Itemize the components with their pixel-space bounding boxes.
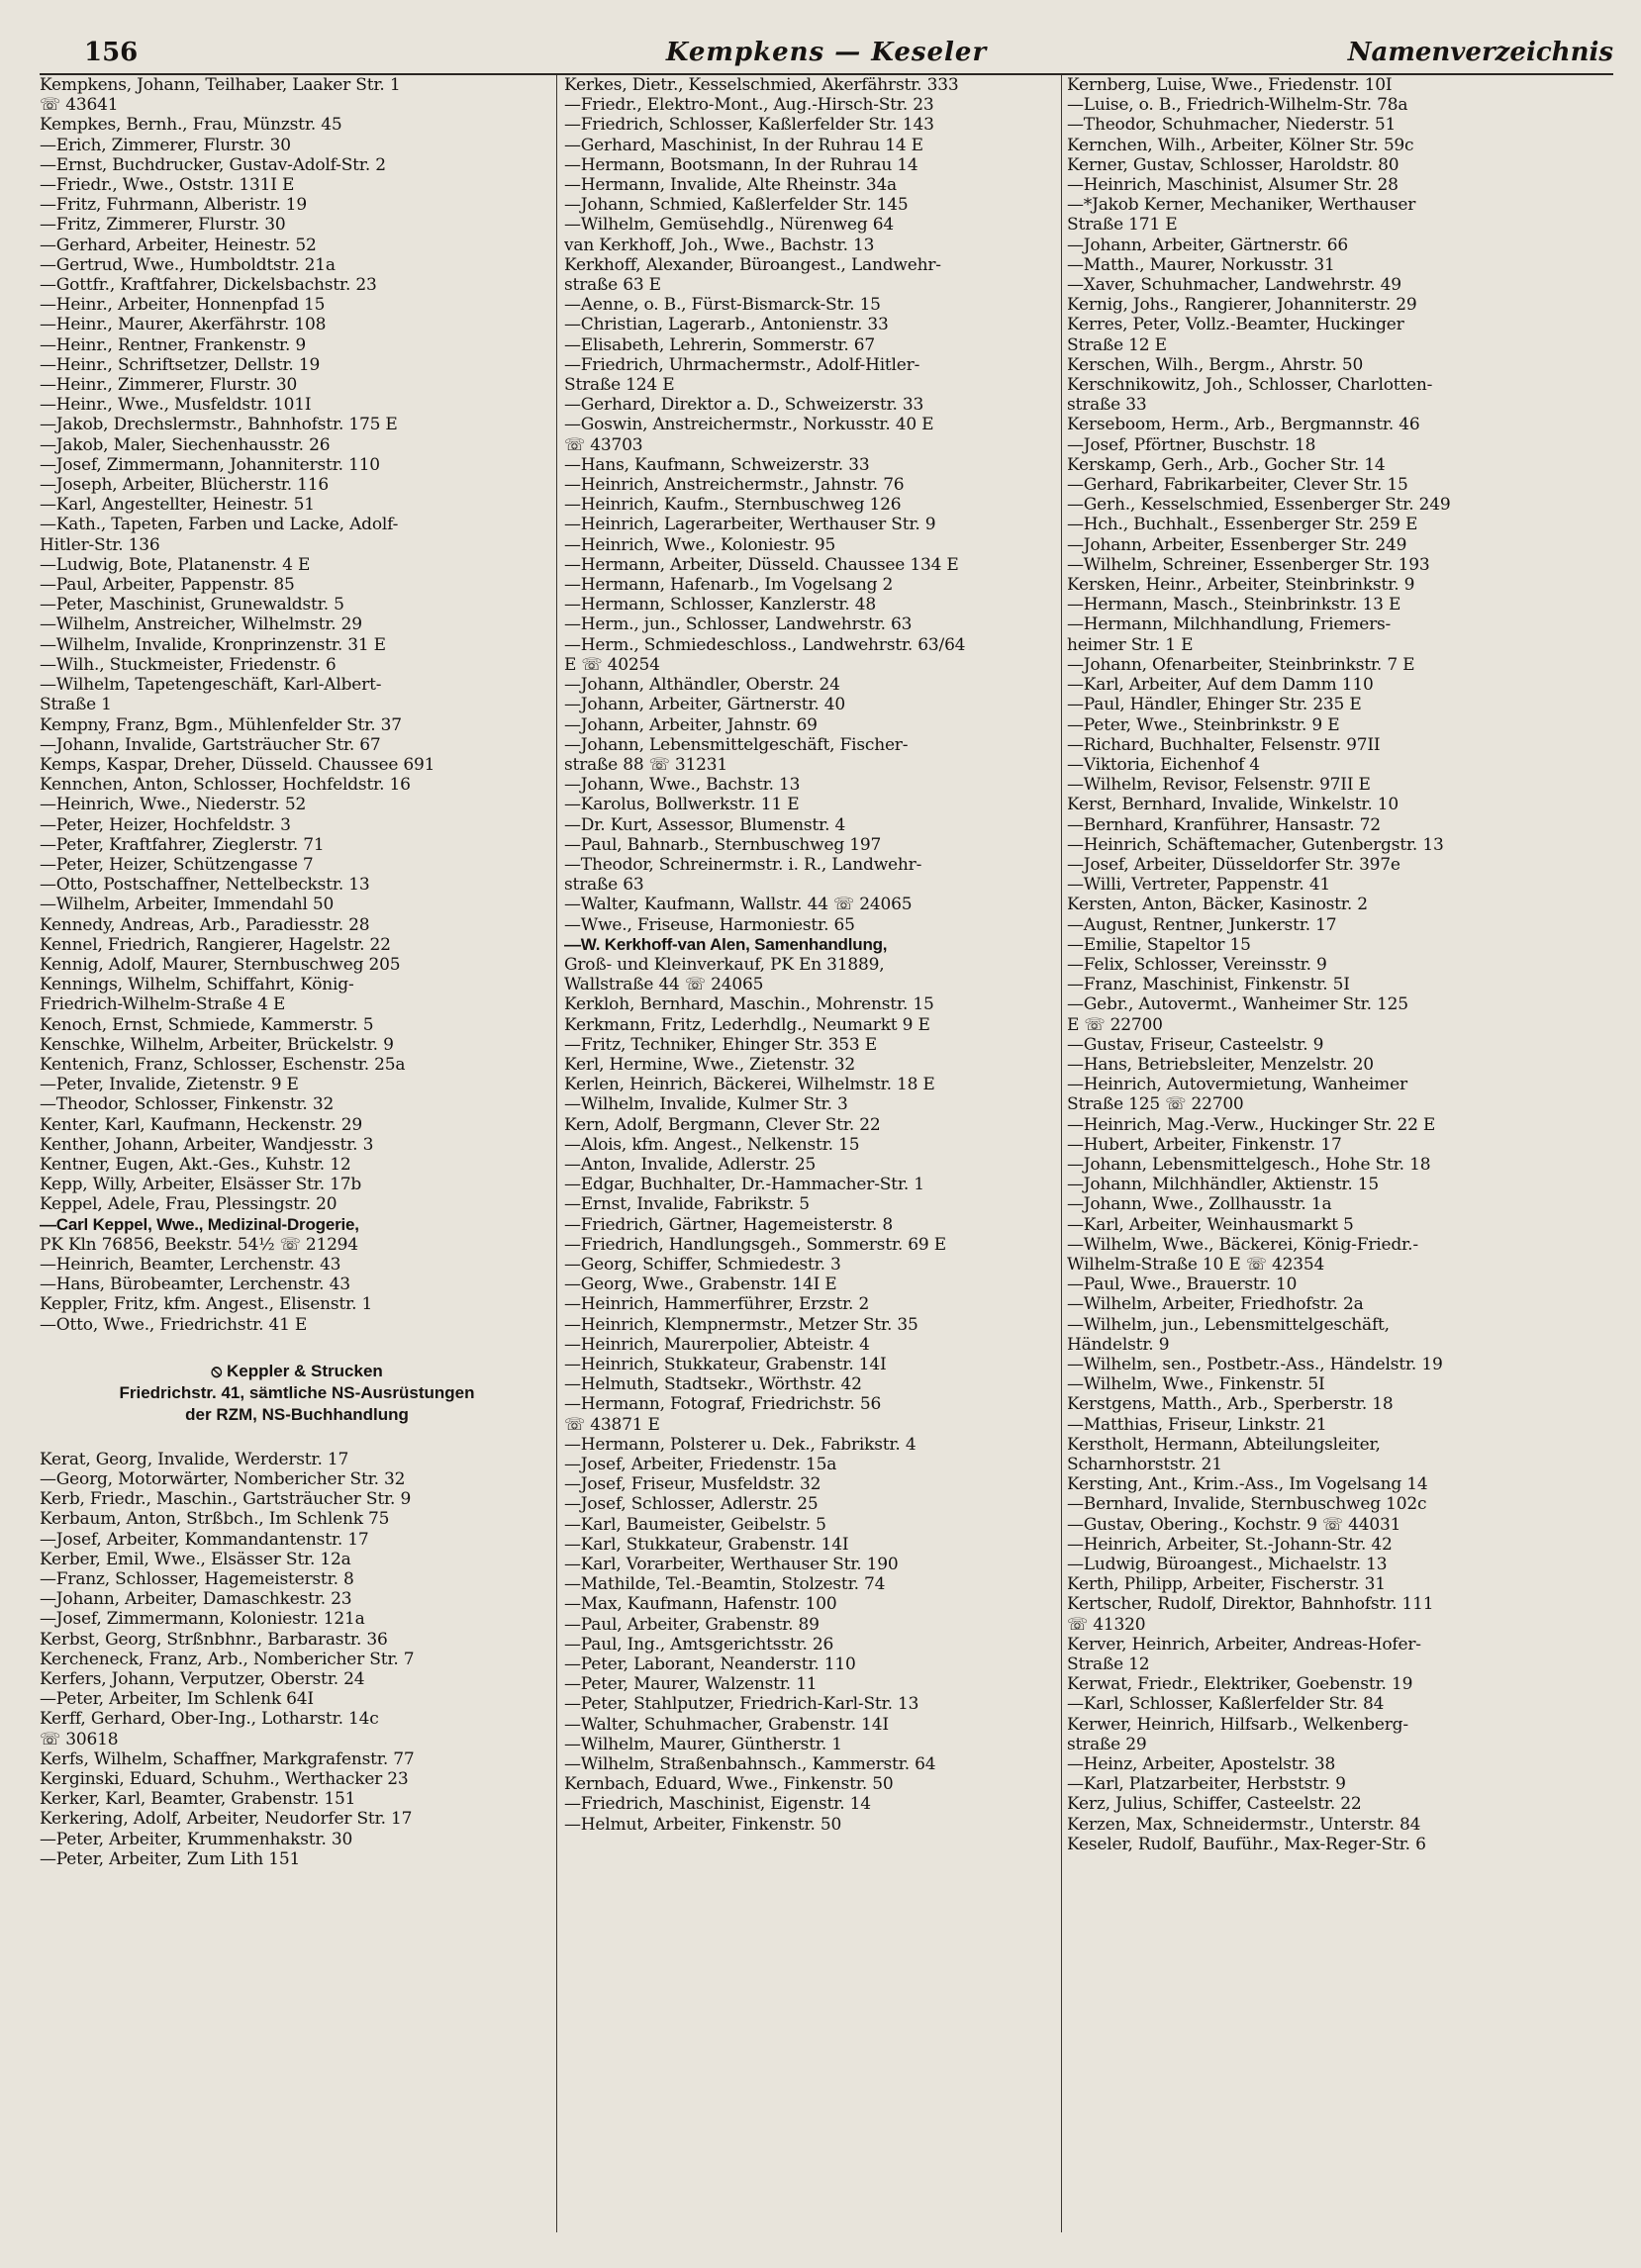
directory-entry: —Johann, Arbeiter, Essenberger Str. 249 <box>1067 534 1407 555</box>
directory-entry: Straße 1 <box>40 695 112 715</box>
directory-entry: —Heinrich, Wwe., Koloniestr. 95 <box>564 534 836 555</box>
directory-entry: —Ernst, Invalide, Fabrikstr. 5 <box>564 1194 810 1215</box>
directory-entry: Kerkering, Adolf, Arbeiter, Neudorfer Str. 17 <box>40 1809 413 1830</box>
directory-entry: —Johann, Schmied, Kaßlerfelder Str. 145 <box>564 195 909 216</box>
directory-entry: Straße 171 E <box>1067 215 1178 236</box>
directory-entry: van Kerkhoff, Joh., Wwe., Bachstr. 13 <box>564 235 875 255</box>
directory-entry: —Peter, Heizer, Schützengasse 7 <box>40 854 314 875</box>
directory-entry: —Wilhelm, Straßenbahnsch., Kammerstr. 64 <box>564 1754 936 1775</box>
directory-entry: —Wilhelm, sen., Postbetr.-Ass., Händelstr. 19 <box>1067 1355 1443 1374</box>
directory-entry: straße 63 E <box>564 275 661 296</box>
directory-entry: —Paul, Arbeiter, Grabenstr. 89 <box>564 1614 820 1635</box>
directory-entry: —Johann, Wwe., Bachstr. 13 <box>564 775 801 796</box>
directory-entry: —*Jakob Kerner, Mechaniker, Werthauser <box>1067 195 1416 216</box>
directory-entry: Wilhelm-Straße 10 E ☏ 42354 <box>1067 1254 1325 1275</box>
directory-entry: Kerz, Julius, Schiffer, Casteelstr. 22 <box>1067 1794 1362 1815</box>
directory-entry: Kennings, Wilhelm, Schiffahrt, König- <box>40 975 354 995</box>
directory-entry: —Edgar, Buchhalter, Dr.-Hammacher-Str. 1 <box>564 1175 924 1195</box>
directory-entry: —Willi, Vertreter, Pappenstr. 41 <box>1067 875 1331 896</box>
directory-entry: Kerfers, Johann, Verputzer, Oberstr. 24 <box>40 1669 365 1690</box>
ad-line-3: der RZM, NS-Buchhandlung <box>185 1404 409 1424</box>
directory-entry: Kernbach, Eduard, Wwe., Finkenstr. 50 <box>564 1774 894 1795</box>
directory-entry: —Wilhelm, Wwe., Bäckerei, König-Friedr.- <box>1067 1234 1418 1255</box>
directory-entry: —Gottfr., Kraftfahrer, Dickelsbachstr. 23 <box>40 275 377 296</box>
directory-entry: —Fritz, Zimmerer, Flurstr. 30 <box>40 215 286 236</box>
directory-entry: Kennig, Adolf, Maurer, Sternbuschweg 205 <box>40 954 401 975</box>
directory-entry: —Peter, Maschinist, Grunewaldstr. 5 <box>40 595 344 615</box>
directory-entry: —Otto, Postschaffner, Nettelbeckstr. 13 <box>40 875 370 896</box>
directory-entry: —Fritz, Techniker, Ehinger Str. 353 E <box>564 1034 877 1055</box>
directory-entry: Kemps, Kaspar, Dreher, Düsseld. Chaussee 691 <box>40 754 435 775</box>
directory-entry: straße 63 <box>564 875 644 896</box>
directory-entry: —Johann, Althändler, Oberstr. 24 <box>564 675 840 696</box>
entries-col2a <box>564 75 1059 935</box>
directory-entry: Kerff, Gerhard, Ober-Ing., Lotharstr. 14c <box>40 1709 379 1730</box>
directory-entry: —Wilhelm, jun., Lebensmittelgeschäft, <box>1067 1314 1390 1335</box>
emblem-icon: ⦸ <box>211 1361 223 1380</box>
directory-entry: —Georg, Schiffer, Schmiedestr. 3 <box>564 1254 841 1275</box>
entries-col1-bold <box>40 1215 554 1235</box>
directory-entry: —Hermann, Masch., Steinbrinkstr. 13 E <box>1067 595 1401 615</box>
directory-entry: —Franz, Schlosser, Hagemeisterstr. 8 <box>40 1569 354 1590</box>
directory-entry: Kerbaum, Anton, Strßbch., Im Schlenk 75 <box>40 1509 390 1530</box>
entries-col1a <box>40 75 554 1215</box>
directory-entry: —Mathilde, Tel.-Beamtin, Stolzestr. 74 <box>564 1574 886 1595</box>
directory-entry: ☏ 43703 <box>564 434 643 455</box>
directory-entry: —Peter, Stahlputzer, Friedrich-Karl-Str. 13 <box>564 1694 919 1715</box>
directory-entry: —Friedrich, Uhrmachermstr., Adolf-Hitler- <box>564 354 920 375</box>
directory-entry: —Gerhard, Maschinist, In der Ruhrau 14 E <box>564 135 923 155</box>
directory-entry: Kerner, Gustav, Schlosser, Haroldstr. 80 <box>1067 154 1400 175</box>
page-number: 156 <box>84 38 139 67</box>
directory-entry: —Karl, Stukkateur, Grabenstr. 14I <box>564 1534 849 1555</box>
directory-entry: —Peter, Wwe., Steinbrinkstr. 9 E <box>1067 714 1340 735</box>
directory-entry: —Paul, Händler, Ehinger Str. 235 E <box>1067 695 1362 715</box>
advertisement <box>40 1361 554 1426</box>
directory-entry: Scharnhorststr. 21 <box>1067 1455 1222 1475</box>
directory-entry: Kempny, Franz, Bgm., Mühlenfelder Str. 37 <box>40 714 402 735</box>
directory-entry: Kerat, Georg, Invalide, Werderstr. 17 <box>40 1449 349 1469</box>
directory-entry: Kerginski, Eduard, Schuhm., Werthacker 23 <box>40 1769 409 1790</box>
directory-entry: —Karl, Baumeister, Geibelstr. 5 <box>564 1514 826 1535</box>
directory-entry: Kerlen, Heinrich, Bäckerei, Wilhelmstr. 18 E <box>564 1075 935 1095</box>
directory-entry: —Friedrich, Maschinist, Eigenstr. 14 <box>564 1794 871 1815</box>
directory-entry: —Kath., Tapeten, Farben und Lacke, Adolf- <box>40 515 399 535</box>
directory-entry: —Heinr., Rentner, Frankenstr. 9 <box>40 334 307 355</box>
directory-entry: Kerth, Philipp, Arbeiter, Fischerstr. 31 <box>1067 1574 1386 1595</box>
directory-entry: —Hans, Bürobeamter, Lerchenstr. 43 <box>40 1275 350 1295</box>
directory-entry: —Peter, Arbeiter, Krummenhakstr. 30 <box>40 1829 353 1849</box>
directory-entry: —Hans, Kaufmann, Schweizerstr. 33 <box>564 454 870 475</box>
directory-entry: Kerber, Emil, Wwe., Elsässer Str. 12a <box>40 1549 351 1569</box>
directory-entry: Kentner, Eugen, Akt.-Ges., Kuhstr. 12 <box>40 1154 351 1175</box>
directory-entry: E ☏ 22700 <box>1067 1014 1163 1035</box>
directory-entry: Kennchen, Anton, Schlosser, Hochfeldstr. 16 <box>40 775 411 796</box>
directory-entry: heimer Str. 1 E <box>1067 634 1194 655</box>
directory-entry: —Wilhelm, Maurer, Güntherstr. 1 <box>564 1734 842 1754</box>
directory-entry: —Ludwig, Büroangest., Michaelstr. 13 <box>1067 1555 1388 1575</box>
directory-entry: Kerstgens, Matth., Arb., Sperberstr. 18 <box>1067 1394 1394 1415</box>
directory-entry: Kerker, Karl, Beamter, Grabenstr. 151 <box>40 1789 356 1810</box>
directory-entry: —Matth., Maurer, Norkusstr. 31 <box>1067 254 1335 275</box>
directory-entry: Friedrich-Wilhelm-Straße 4 E <box>40 994 286 1015</box>
directory-entry: Kernberg, Luise, Wwe., Friedenstr. 10I <box>1067 75 1393 95</box>
directory-entry: —Heinrich, Schäftemacher, Gutenbergstr. 13 <box>1067 834 1444 855</box>
directory-entry: —Bernhard, Invalide, Sternbuschweg 102c <box>1067 1494 1427 1515</box>
directory-entry: —Matthias, Friseur, Linkstr. 21 <box>1067 1414 1327 1435</box>
directory-entry: Kersken, Heinr., Arbeiter, Steinbrinkstr. 9 <box>1067 575 1415 596</box>
directory-entry: —Heinr., Maurer, Akerfährstr. 108 <box>40 315 327 335</box>
directory-entry: —Gustav, Friseur, Casteelstr. 9 <box>1067 1034 1324 1055</box>
directory-entry: —Christian, Lagerarb., Antonienstr. 33 <box>564 315 889 335</box>
directory-entry: —Wilhelm, Schreiner, Essenberger Str. 193 <box>1067 554 1430 575</box>
directory-entry: Kennel, Friedrich, Rangierer, Hagelstr. 22 <box>40 934 391 955</box>
directory-entry: —Hermann, Hafenarb., Im Vogelsang 2 <box>564 575 894 596</box>
directory-entry: —Hermann, Fotograf, Friedrichstr. 56 <box>564 1394 882 1415</box>
directory-entry: Kerskamp, Gerh., Arb., Gocher Str. 14 <box>1067 454 1386 475</box>
directory-entry: —Peter, Arbeiter, Zum Lith 151 <box>40 1848 301 1869</box>
directory-entry: —Heinrich, Arbeiter, St.-Johann-Str. 42 <box>1067 1534 1393 1555</box>
directory-entry: —Karl, Arbeiter, Weinhausmarkt 5 <box>1067 1214 1354 1235</box>
directory-entry: Kerseboom, Herm., Arb., Bergmannstr. 46 <box>1067 415 1420 435</box>
directory-entry: Kerl, Hermine, Wwe., Zietenstr. 32 <box>564 1054 855 1075</box>
directory-entry: Kerkloh, Bernhard, Maschin., Mohrenstr. 15 <box>564 994 934 1015</box>
directory-entry: —Gebr., Autovermt., Wanheimer Str. 125 <box>1067 994 1408 1015</box>
directory-entry: Kernig, Johs., Rangierer, Johanniterstr. 29 <box>1067 295 1417 316</box>
directory-entry: —Heinrich, Beamter, Lerchenstr. 43 <box>40 1254 341 1275</box>
directory-entry: —Friedr., Elektro-Mont., Aug.-Hirsch-Str. 23 <box>564 95 934 116</box>
directory-entry: —Karl, Platzarbeiter, Herbststr. 9 <box>1067 1774 1346 1795</box>
directory-entry: —Anton, Invalide, Adlerstr. 25 <box>564 1154 817 1175</box>
directory-entry: Kerstholt, Hermann, Abteilungsleiter, <box>1067 1434 1381 1455</box>
directory-entry: —Karolus, Bollwerkstr. 11 E <box>564 795 800 815</box>
directory-entry: —Fritz, Fuhrmann, Alberistr. 19 <box>40 195 308 216</box>
directory-entry: Straße 125 ☏ 22700 <box>1067 1094 1244 1115</box>
directory-entry: Kertscher, Rudolf, Direktor, Bahnhofstr. 111 <box>1067 1594 1434 1615</box>
directory-entry: —Richard, Buchhalter, Felsenstr. 97II <box>1067 734 1381 755</box>
directory-entry: —Goswin, Anstreichermstr., Norkusstr. 40 E <box>564 415 934 435</box>
directory-entry: —Wilhelm, Revisor, Felsenstr. 97II E <box>1067 775 1371 796</box>
directory-entry: Kerver, Heinrich, Arbeiter, Andreas-Hofer- <box>1067 1634 1421 1654</box>
directory-entry: —Hermann, Milchhandlung, Friemers- <box>1067 614 1392 635</box>
directory-entry: —Johann, Lebensmittelgesch., Hohe Str. 18 <box>1067 1154 1431 1175</box>
directory-entry: Hitler-Str. 136 <box>40 534 160 555</box>
directory-entry: ☏ 43641 <box>40 95 119 116</box>
directory-entry: —Theodor, Schreinermstr. i. R., Landwehr- <box>564 854 922 875</box>
directory-entry: straße 88 ☏ 31231 <box>564 754 728 775</box>
directory-entry: Kenther, Johann, Arbeiter, Wandjesstr. 3 <box>40 1134 374 1155</box>
directory-entry: —Gerhard, Direktor a. D., Schweizerstr. 33 <box>564 395 924 416</box>
directory-entry: Kenter, Karl, Kaufmann, Heckenstr. 29 <box>40 1114 363 1135</box>
directory-entry: —Hermann, Bootsmann, In der Ruhrau 14 <box>564 154 918 175</box>
ad-line-2: Friedrichstr. 41, sämtliche NS-Ausrüstungen <box>119 1382 475 1402</box>
page-header <box>40 34 1613 75</box>
column-3 <box>1067 75 1606 2232</box>
directory-entry: —Gustav, Obering., Kochstr. 9 ☏ 44031 <box>1067 1514 1401 1535</box>
directory-entry: Straße 12 E <box>1067 334 1167 355</box>
column-divider <box>1061 75 1062 2232</box>
directory-entry: Kerkes, Dietr., Kesselschmied, Akerfährstr. 333 <box>564 75 959 95</box>
directory-entry: —W. Kerkhoff-van Alen, Samenhandlung, <box>564 934 888 954</box>
directory-entry: —Erich, Zimmerer, Flurstr. 30 <box>40 135 291 155</box>
directory-entry: —Bernhard, Kranführer, Hansastr. 72 <box>1067 814 1381 835</box>
directory-entry: —Friedrich, Handlungsgeh., Sommerstr. 69 E <box>564 1234 946 1255</box>
directory-entry: —Theodor, Schlosser, Finkenstr. 32 <box>40 1094 335 1115</box>
directory-entry: —Heinrich, Maschinist, Alsumer Str. 28 <box>1067 175 1399 196</box>
directory-entry: E ☏ 40254 <box>564 654 660 675</box>
directory-entry: —Franz, Maschinist, Finkenstr. 5I <box>1067 975 1350 995</box>
column-1 <box>40 75 554 2232</box>
entries-col1c <box>40 1450 554 1869</box>
directory-entry: —Herm., Schmiedeschloss., Landwehrstr. 63/64 <box>564 634 966 655</box>
directory-entry: Händelstr. 9 <box>1067 1334 1170 1355</box>
directory-entry: —Heinrich, Wwe., Niederstr. 52 <box>40 795 307 815</box>
directory-entry: —Karl, Schlosser, Kaßlerfelder Str. 84 <box>1067 1694 1385 1715</box>
entries-col3 <box>1067 75 1606 1854</box>
directory-entry: —Josef, Arbeiter, Kommandantenstr. 17 <box>40 1529 369 1550</box>
directory-entry: —Josef, Arbeiter, Düsseldorfer Str. 397e <box>1067 854 1400 875</box>
directory-entry: —Johann, Arbeiter, Gärtnerstr. 40 <box>564 695 846 715</box>
directory-entry: —Wilhelm, Tapetengeschäft, Karl-Albert- <box>40 675 382 696</box>
directory-entry: ☏ 30618 <box>40 1729 119 1749</box>
directory-entry: —Heinz, Arbeiter, Apostelstr. 38 <box>1067 1754 1336 1775</box>
directory-entry: —Josef, Pförtner, Buschstr. 18 <box>1067 434 1316 455</box>
directory-entry: —Gerhard, Arbeiter, Heinestr. 52 <box>40 235 317 255</box>
directory-entry: Kernchen, Wilh., Arbeiter, Kölner Str. 59c <box>1067 135 1414 155</box>
directory-entry: —Heinrich, Lagerarbeiter, Werthauser Str. 9 <box>564 515 936 535</box>
directory-entry: —Carl Keppel, Wwe., Medizinal-Drogerie, <box>40 1214 359 1234</box>
directory-entry: Kerwat, Friedr., Elektriker, Goebenstr. 19 <box>1067 1674 1413 1695</box>
directory-entry: —Johann, Wwe., Zollhausstr. 1a <box>1067 1194 1332 1215</box>
directory-entry: —Johann, Lebensmittelgeschäft, Fischer- <box>564 734 909 755</box>
column-divider <box>556 75 557 2232</box>
directory-entry: —Karl, Arbeiter, Auf dem Damm 110 <box>1067 675 1374 696</box>
directory-entry: Keppel, Adele, Frau, Plessingstr. 20 <box>40 1194 338 1215</box>
directory-entry: —Wilhelm, Invalide, Kulmer Str. 3 <box>564 1094 848 1115</box>
directory-entry: —Peter, Laborant, Neanderstr. 110 <box>564 1654 856 1675</box>
directory-entry: Kersten, Anton, Bäcker, Kasinostr. 2 <box>1067 895 1368 915</box>
directory-entry: —Peter, Arbeiter, Im Schlenk 64I <box>40 1689 314 1710</box>
directory-entry: —Hermann, Invalide, Alte Rheinstr. 34a <box>564 175 897 196</box>
directory-entry: —Hermann, Arbeiter, Düsseld. Chaussee 134 E <box>564 554 959 575</box>
directory-entry: —Hubert, Arbeiter, Finkenstr. 17 <box>1067 1134 1342 1155</box>
directory-entry: —Aenne, o. B., Fürst-Bismarck-Str. 15 <box>564 295 881 316</box>
directory-entry: Keppler, Fritz, kfm. Angest., Elisenstr. 1 <box>40 1294 373 1315</box>
directory-entry: Straße 12 <box>1067 1654 1150 1675</box>
directory-entry: —August, Rentner, Junkerstr. 17 <box>1067 914 1337 935</box>
directory-entry: —Johann, Arbeiter, Damaschkestr. 23 <box>40 1589 352 1610</box>
directory-entry: —Viktoria, Eichenhof 4 <box>1067 754 1260 775</box>
directory-entry: —Wilhelm, Gemüsehdlg., Nürenweg 64 <box>564 215 894 236</box>
directory-entry: —Heinr., Zimmerer, Flurstr. 30 <box>40 375 298 396</box>
directory-entry: —Josef, Arbeiter, Friedenstr. 15a <box>564 1455 837 1475</box>
directory-entry: —Heinr., Schriftsetzer, Dellstr. 19 <box>40 354 321 375</box>
directory-entry: —Hermann, Schlosser, Kanzlerstr. 48 <box>564 595 876 615</box>
directory-entry: Kersting, Ant., Krim.-Ass., Im Vogelsang 14 <box>1067 1474 1428 1495</box>
directory-entry: Kerschnikowitz, Joh., Schlosser, Charlotten- <box>1067 375 1433 396</box>
directory-entry: —Josef, Zimmermann, Johanniterstr. 110 <box>40 454 380 475</box>
directory-entry: Kempkens, Johann, Teilhaber, Laaker Str. 1 <box>40 75 401 95</box>
directory-entry: —Paul, Arbeiter, Pappenstr. 85 <box>40 575 295 596</box>
directory-entry: PK Kln 76856, Beekstr. 54½ ☏ 21294 <box>40 1234 358 1255</box>
directory-entry: Kerschen, Wilh., Bergm., Ahrstr. 50 <box>1067 354 1364 375</box>
directory-entry: Kerst, Bernhard, Invalide, Winkelstr. 10 <box>1067 795 1399 815</box>
directory-entry: ☏ 43871 E <box>564 1414 660 1435</box>
directory-entry: —Johann, Milchhändler, Aktienstr. 15 <box>1067 1175 1379 1195</box>
directory-entry: —Heinrich, Kaufm., Sternbuschweg 126 <box>564 495 902 516</box>
directory-entry: —Heinrich, Klempnermstr., Metzer Str. 35 <box>564 1314 918 1335</box>
directory-entry: —Theodor, Schuhmacher, Niederstr. 51 <box>1067 115 1397 136</box>
directory-entry: —Wilh., Stuckmeister, Friedenstr. 6 <box>40 654 337 675</box>
directory-entry: Kenschke, Wilhelm, Arbeiter, Brückelstr. 9 <box>40 1034 394 1055</box>
directory-entry: —Wilhelm, Wwe., Finkenstr. 5I <box>1067 1374 1325 1395</box>
ad-headline <box>40 1361 554 1382</box>
directory-entry: —Josef, Friseur, Musfeldstr. 32 <box>564 1474 821 1495</box>
directory-entry: —Wilhelm, Arbeiter, Immendahl 50 <box>40 895 335 915</box>
directory-entry: Kempkes, Bernh., Frau, Münzstr. 45 <box>40 115 342 136</box>
directory-entry: —Hans, Betriebsleiter, Menzelstr. 20 <box>1067 1054 1374 1075</box>
directory-entry: —Jakob, Maler, Siechenhausstr. 26 <box>40 434 331 455</box>
directory-entry: —Helmut, Arbeiter, Finkenstr. 50 <box>564 1814 842 1835</box>
section-title: Namenverzeichnis <box>1347 38 1613 67</box>
directory-entry: Kerkhoff, Alexander, Büroangest., Landwehr- <box>564 254 941 275</box>
directory-entry: —Alois, kfm. Angest., Nelkenstr. 15 <box>564 1134 860 1155</box>
directory-entry: —Paul, Bahnarb., Sternbuschweg 197 <box>564 834 882 855</box>
directory-entry: —Gerhard, Fabrikarbeiter, Clever Str. 15 <box>1067 475 1408 496</box>
page-title: Kempkens — Keseler <box>665 38 988 67</box>
directory-entry: Kerkmann, Fritz, Lederhdlg., Neumarkt 9 E <box>564 1014 930 1035</box>
directory-entry: —Johann, Arbeiter, Jahnstr. 69 <box>564 714 818 735</box>
directory-entry: —Karl, Angestellter, Heinestr. 51 <box>40 495 315 516</box>
directory-entry: —Johann, Ofenarbeiter, Steinbrinkstr. 7 E <box>1067 654 1415 675</box>
directory-entry: —Friedr., Wwe., Oststr. 131I E <box>40 175 295 196</box>
directory-entry: —Friedrich, Schlosser, Kaßlerfelder Str. 143 <box>564 115 934 136</box>
directory-entry: —Otto, Wwe., Friedrichstr. 41 E <box>40 1314 308 1335</box>
directory-entry: —Helmuth, Stadtsekr., Wörthstr. 42 <box>564 1374 862 1395</box>
directory-entry: —Heinrich, Anstreichermstr., Jahnstr. 76 <box>564 475 905 496</box>
entries-col2b <box>564 955 1059 1835</box>
directory-entry: —Heinr., Arbeiter, Honnenpfad 15 <box>40 295 326 316</box>
directory-entry: straße 33 <box>1067 395 1147 416</box>
directory-entry: —Ludwig, Bote, Platanenstr. 4 E <box>40 554 311 575</box>
directory-entry: —Dr. Kurt, Assessor, Blumenstr. 4 <box>564 814 846 835</box>
directory-entry: —Ernst, Buchdrucker, Gustav-Adolf-Str. 2 <box>40 154 386 175</box>
ad-line-1: Keppler & Strucken <box>227 1361 383 1380</box>
directory-entry: —Georg, Wwe., Grabenstr. 14I E <box>564 1275 837 1295</box>
directory-entry: —Xaver, Schuhmacher, Landwehrstr. 49 <box>1067 275 1401 296</box>
directory-entry: —Johann, Arbeiter, Gärtnerstr. 66 <box>1067 235 1349 255</box>
entries-col1b <box>40 1235 554 1335</box>
directory-entry: Kerbst, Georg, Strßnbhnr., Barbarastr. 36 <box>40 1629 388 1650</box>
directory-entry: —Wilhelm, Invalide, Kronprinzenstr. 31 E <box>40 634 386 655</box>
directory-entry: —Walter, Kaufmann, Wallstr. 44 ☏ 24065 <box>564 895 913 915</box>
directory-entry: —Wilhelm, Anstreicher, Wilhelmstr. 29 <box>40 614 362 635</box>
directory-entry: —Josef, Zimmermann, Koloniestr. 121a <box>40 1609 365 1630</box>
directory-entry: Kenoch, Ernst, Schmiede, Kammerstr. 5 <box>40 1014 374 1035</box>
directory-entry: —Karl, Vorarbeiter, Werthauser Str. 190 <box>564 1555 899 1575</box>
directory-entry: —Heinr., Wwe., Musfeldstr. 101I <box>40 395 312 416</box>
directory-entry: —Hch., Buchhalt., Essenberger Str. 259 E <box>1067 515 1418 535</box>
column-2 <box>564 75 1059 2232</box>
directory-entry: —Wilhelm, Arbeiter, Friedhofstr. 2a <box>1067 1294 1364 1315</box>
directory-entry: —Walter, Schuhmacher, Grabenstr. 14I <box>564 1714 889 1735</box>
directory-entry: —Johann, Invalide, Gartsträucher Str. 67 <box>40 734 381 755</box>
directory-entry: ☏ 41320 <box>1067 1614 1146 1635</box>
directory-entry: —Joseph, Arbeiter, Blücherstr. 116 <box>40 475 330 496</box>
directory-entry: —Georg, Motorwärter, Nombericher Str. 32 <box>40 1469 406 1489</box>
directory-entry: —Paul, Ing., Amtsgerichtsstr. 26 <box>564 1634 834 1654</box>
directory-entry: —Wwe., Friseuse, Harmoniestr. 65 <box>564 914 855 935</box>
directory-entry: —Hermann, Polsterer u. Dek., Fabrikstr. 4 <box>564 1434 917 1455</box>
directory-entry: —Heinrich, Stukkateur, Grabenstr. 14I <box>564 1355 887 1374</box>
directory-entry: Kerzen, Max, Schneidermstr., Unterstr. 84 <box>1067 1814 1421 1835</box>
directory-entry: Kerfs, Wilhelm, Schaffner, Markgrafenstr. 77 <box>40 1748 415 1769</box>
directory-entry: Groß- und Kleinverkauf, PK En 31889, <box>564 954 885 975</box>
directory-entry: —Peter, Maurer, Walzenstr. 11 <box>564 1674 818 1695</box>
directory-entry: —Emilie, Stapeltor 15 <box>1067 934 1251 955</box>
directory-entry: Straße 124 E <box>564 375 675 396</box>
directory-entry: —Peter, Heizer, Hochfeldstr. 3 <box>40 814 291 835</box>
directory-entry: —Josef, Schlosser, Adlerstr. 25 <box>564 1494 819 1515</box>
directory-entry: —Peter, Kraftfahrer, Zieglerstr. 71 <box>40 834 325 855</box>
entries-col2-bold <box>564 935 1059 955</box>
directory-entry: —Herm., jun., Schlosser, Landwehrstr. 63 <box>564 614 913 635</box>
directory-entry: —Max, Kaufmann, Hafenstr. 100 <box>564 1594 837 1615</box>
directory-entry: —Felix, Schlosser, Vereinsstr. 9 <box>1067 954 1327 975</box>
directory-entry: —Heinrich, Mag.-Verw., Huckinger Str. 22 E <box>1067 1114 1436 1135</box>
directory-entry: Keseler, Rudolf, Bauführ., Max-Reger-Str. 6 <box>1067 1834 1426 1854</box>
directory-entry: —Heinrich, Maurerpolier, Abteistr. 4 <box>564 1334 870 1355</box>
directory-entry: —Elisabeth, Lehrerin, Sommerstr. 67 <box>564 334 876 355</box>
directory-entry: Kercheneck, Franz, Arb., Nombericher Str. 7 <box>40 1649 415 1669</box>
directory-entry: —Luise, o. B., Friedrich-Wilhelm-Str. 78a <box>1067 95 1408 116</box>
directory-entry: —Peter, Invalide, Zietenstr. 9 E <box>40 1075 299 1095</box>
directory-entry: —Heinrich, Hammerführer, Erzstr. 2 <box>564 1294 870 1315</box>
directory-entry: Wallstraße 44 ☏ 24065 <box>564 975 764 995</box>
directory-entry: —Jakob, Drechslermstr., Bahnhofstr. 175 E <box>40 415 398 435</box>
directory-entry: Kerwer, Heinrich, Hilfsarb., Welkenberg- <box>1067 1714 1408 1735</box>
directory-entry: —Gertrud, Wwe., Humboldtstr. 21a <box>40 254 336 275</box>
directory-entry: Kerres, Peter, Vollz.-Beamter, Huckinger <box>1067 315 1404 335</box>
directory-entry: —Heinrich, Autovermietung, Wanheimer <box>1067 1075 1407 1095</box>
directory-entry: Kennedy, Andreas, Arb., Paradiesstr. 28 <box>40 914 370 935</box>
directory-entry: Kern, Adolf, Bergmann, Clever Str. 22 <box>564 1114 881 1135</box>
directory-entry: —Gerh., Kesselschmied, Essenberger Str. 249 <box>1067 495 1451 516</box>
directory-entry: —Friedrich, Gärtner, Hagemeisterstr. 8 <box>564 1214 893 1235</box>
directory-entry: straße 29 <box>1067 1734 1147 1754</box>
directory-entry: Kerb, Friedr., Maschin., Gartsträucher Str. 9 <box>40 1489 412 1510</box>
directory-entry: Kepp, Willy, Arbeiter, Elsässer Str. 17b <box>40 1175 362 1195</box>
directory-entry: —Paul, Wwe., Brauerstr. 10 <box>1067 1275 1298 1295</box>
directory-entry: Kentenich, Franz, Schlosser, Eschenstr. 25a <box>40 1054 406 1075</box>
